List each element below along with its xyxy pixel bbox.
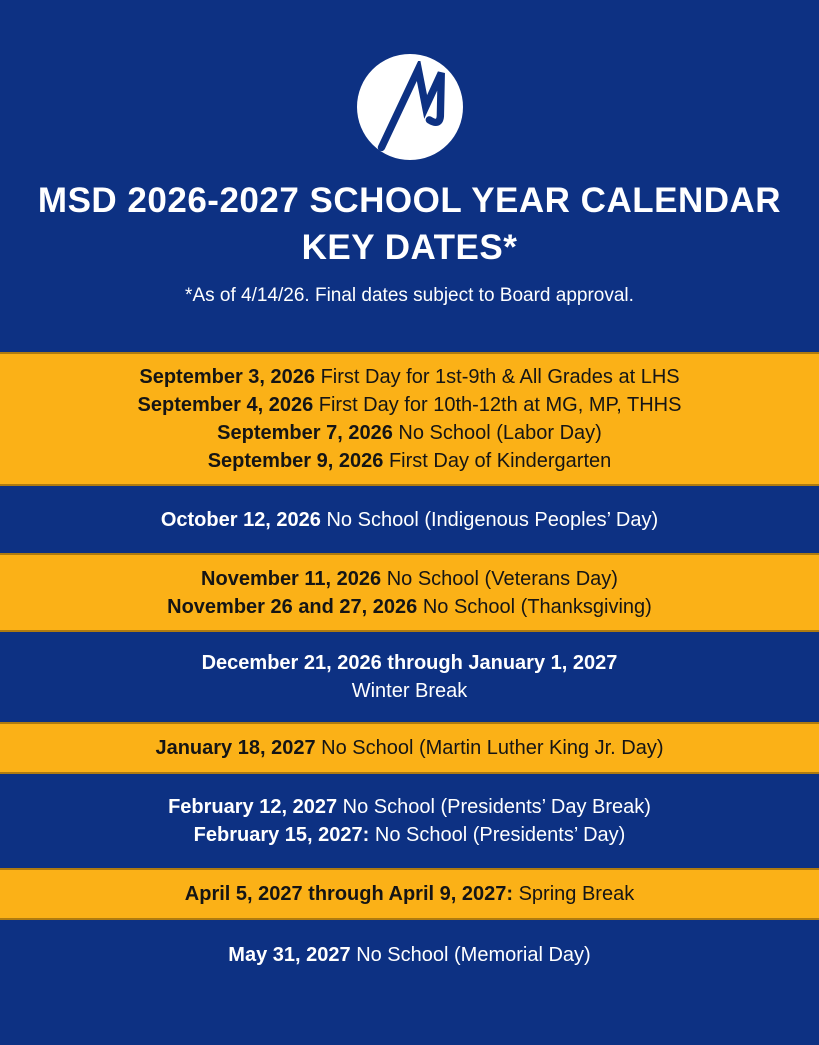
calendar-entry [194,821,626,849]
poster-disclaimer: *As of 4/14/26. Final dates subject to Board approval. [185,285,634,306]
calendar-band [0,486,819,553]
entry-date: September 4, 2026 [137,394,314,416]
calendar-entry [185,880,634,908]
entry-description: No School (Martin Luther King Jr. Day) [321,737,664,759]
entry-description: First Day for 1st-9th & All Grades at LHS [320,366,680,388]
poster-header [0,0,819,352]
calendar-entry [139,363,679,391]
entry-description: Spring Break [518,883,635,905]
calendar-band [0,632,819,722]
calendar-entry [167,593,652,621]
entry-description: Winter Break [351,680,468,702]
title-line-1: MSD 2026-2027 SCHOOL YEAR CALENDAR [37,181,782,220]
entry-date: September 7, 2026 [217,422,393,444]
entry-date: May 31, 2027 [228,944,351,966]
calendar-entry [202,649,618,677]
entry-description: No School (Veterans Day) [386,567,618,590]
script-m-icon [364,61,456,153]
calendar-entry [352,677,468,705]
calendar-band [0,352,819,486]
calendar-entry [208,447,612,475]
calendar-band [0,868,819,920]
entry-date: November 11, 2026 [201,567,382,590]
entry-description: No School (Indigenous Peoples’ Day) [326,508,659,531]
poster-title [38,177,781,271]
entry-date: September 3, 2026 [139,366,316,388]
entry-description: No School (Thanksgiving) [422,595,652,618]
calendar-band [0,722,819,774]
entry-description: No School (Memorial Day) [356,944,591,966]
entry-date: November 26 and 27, 2026 [167,595,418,618]
calendar-band [0,553,819,632]
entry-description: No School (Presidents’ Day Break) [342,796,651,818]
calendar-entry [201,565,618,593]
entry-date: December 21, 2026 through January 1, 2027 [201,652,618,674]
entry-date: September 9, 2026 [207,450,384,472]
entry-date: January 18, 2027 [155,737,316,759]
entry-description: First Day of Kindergarten [388,450,612,472]
calendar-entry [155,734,663,762]
calendar-entry [228,941,590,969]
calendar-entry [217,419,602,447]
date-sections [0,352,819,1045]
district-logo [357,54,463,160]
entry-date: February 15, 2027: [193,824,370,846]
entry-description: No School (Labor Day) [398,422,602,444]
entry-date: October 12, 2026 [160,508,321,531]
entry-date: February 12, 2027 [168,796,338,818]
entry-description: First Day for 10th-12th at MG, MP, THHS [318,394,682,416]
entry-description: No School (Presidents’ Day) [374,824,626,846]
calendar-band [0,920,819,1045]
title-line-2: KEY DATES* [301,228,518,267]
calendar-entry [168,793,651,821]
entry-date: April 5, 2027 through April 9, 2027: [184,883,514,905]
calendar-band [0,774,819,868]
calendar-entry [161,506,658,534]
calendar-entry [138,391,682,419]
